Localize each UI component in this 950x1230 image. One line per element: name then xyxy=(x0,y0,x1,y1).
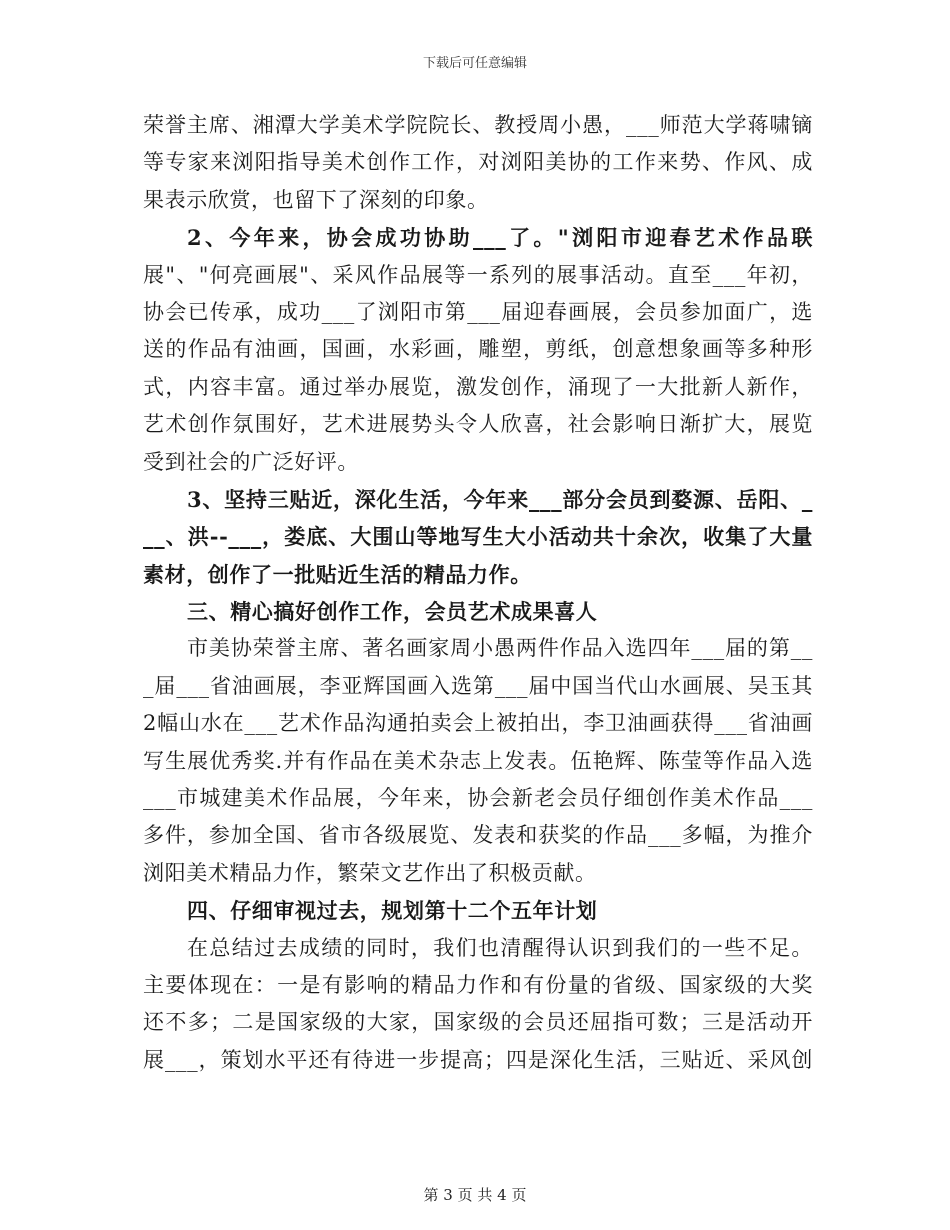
paragraph-line: 送的作品有油画，国画，水彩画，雕塑，剪纸，创意想象画等多种形 xyxy=(143,337,813,362)
paragraph-line: 艺术创作氛围好，艺术进展势头令人欣喜，社会影响日渐扩大，展览 xyxy=(143,412,813,437)
document-body xyxy=(143,107,813,1079)
paragraph-line: 荣誉主席、湘潭大学美术学院院长、教授周小愚，___师范大学蒋啸镝 xyxy=(143,113,813,137)
paragraph-line: 展"、"何亮画展"、采风作品展等一系列的展事活动。直至___年初， xyxy=(143,262,813,287)
paragraph-line: 市美协荣誉主席、著名画家周小愚两件作品入选四年___届的第__ xyxy=(187,636,813,661)
heading-line: 四、仔细审视过去，规划第十二个五年计划 xyxy=(187,898,598,924)
heading-line: 三、精心搞好创作工作，会员艺术成果喜人 xyxy=(187,599,598,625)
paragraph-line: 还不多；二是国家级的大家，国家级的会员还屈指可数；三是活动开 xyxy=(143,1010,813,1035)
paragraph-line: 主要体现在：一是有影响的精品力作和有份量的省级、国家级的大奖 xyxy=(143,972,813,997)
paragraph-line: 果表示欣赏，也留下了深刻的印象。 xyxy=(143,187,489,212)
heading-line: 3、坚持三贴近，深化生活，今年来___部分会员到婺源、岳阳、_ xyxy=(187,486,813,512)
paragraph-line: 写生展优秀奖.并有作品在美术杂志上发表。伍艳辉、陈莹等作品入选 xyxy=(143,748,813,773)
paragraph-line: 展___，策划水平还有待进一步提高；四是深化生活，三贴近、采风创 xyxy=(143,1047,813,1072)
paragraph-line: 等专家来浏阳指导美术创作工作，对浏阳美协的工作来势、作风、成 xyxy=(143,150,813,175)
paragraph-line: 2幅山水在___艺术作品沟通拍卖会上被拍出，李卫油画获得___省油画 xyxy=(143,711,813,736)
paragraph-line: 协会已传承，成功___了浏阳市第___届迎春画展，会员参加面广，选 xyxy=(143,299,813,324)
heading-line: 2、今年来，协会成功协助___了。"浏阳市迎春艺术作品联 xyxy=(187,225,813,251)
paragraph-line: 式，内容丰富。通过举办展览，激发创作，涌现了一大批新人新作， xyxy=(143,374,813,399)
page-footer: 第 3 页 共 4 页 xyxy=(423,1186,527,1204)
paragraph-line: 浏阳美术精品力作，繁荣文艺作出了积极贡献。 xyxy=(143,860,597,885)
heading-line: 素材，创作了一批贴近生活的精品力作。 xyxy=(143,561,532,587)
paragraph-line: 受到社会的广泛好评。 xyxy=(143,449,359,474)
heading-line: __、洪--___，娄底、大围山等地写生大小活动共十余次，收集了大量 xyxy=(143,524,813,550)
paragraph-line: ___市城建美术作品展，今年来，协会新老会员仔细创作美术作品___ xyxy=(143,786,813,811)
paragraph-line: _届___省油画展，李亚辉国画入选第___届中国当代山水画展、吴玉其 xyxy=(143,673,813,698)
page-header: 下载后可任意编辑 xyxy=(422,56,527,71)
paragraph-line: 在总结过去成绩的同时，我们也清醒得认识到我们的一些不足。 xyxy=(187,935,813,960)
paragraph-line: 多件，参加全国、省市各级展览、发表和获奖的作品___多幅，为推介 xyxy=(143,823,813,848)
